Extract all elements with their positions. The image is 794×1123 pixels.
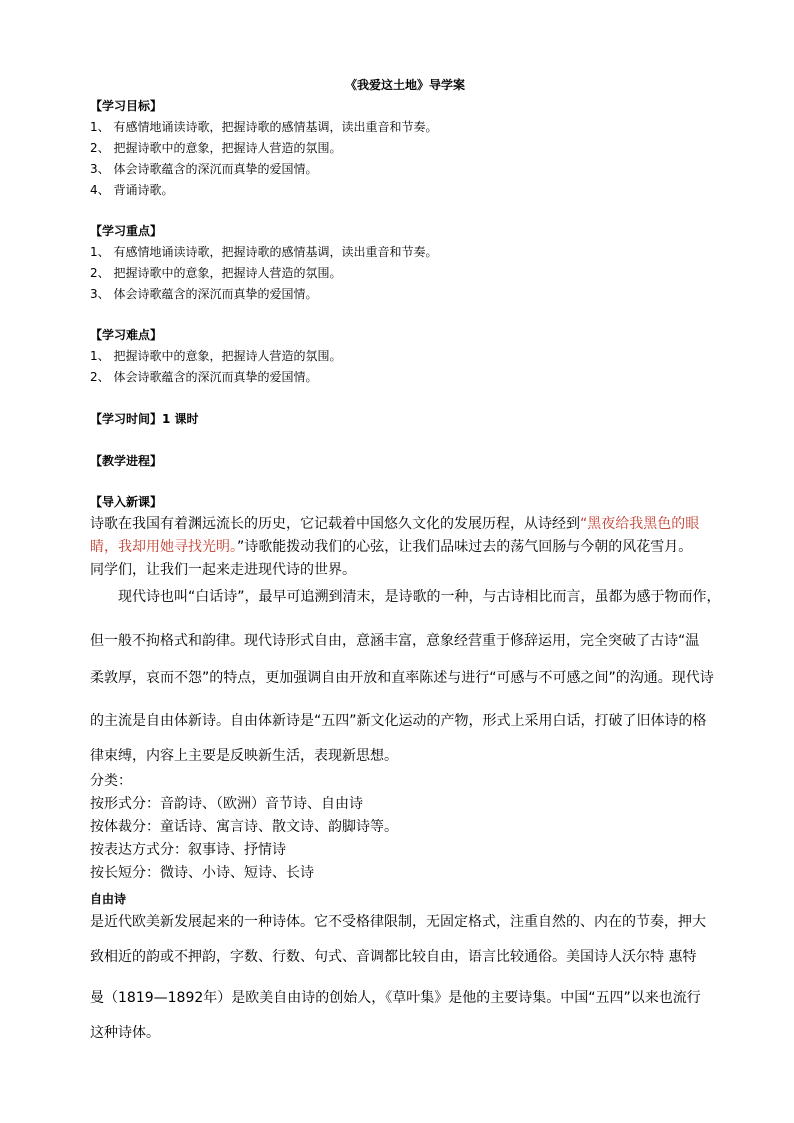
- classify-section: [90, 770, 720, 885]
- free-verse-heading: 自由诗: [90, 892, 127, 906]
- difficulty-item: 2、 体会诗歌蕴含的深沉而真挚的爱国情。: [90, 370, 318, 384]
- modern-line: 现代诗也叫“白话诗”，最早可追溯到清末，是诗歌的一种，与古诗相比而言，虽都为感于物而作，: [90, 589, 721, 605]
- free-verse-line: 是近代欧美新发展起来的一种诗体。它不受格律限制，无固定格式，注重自然的、内在的节奏，押大: [90, 914, 706, 930]
- intro-line: [90, 536, 720, 559]
- classify-item: 按形式分：音韵诗、（欧洲）音节诗、自由诗: [90, 796, 363, 812]
- intro-quote: “黑夜给我黑色的眼: [580, 516, 700, 532]
- modern-line: 律束缚，内容上主要是反映新生活，表现新思想。: [90, 748, 398, 764]
- objective-item: 1、 有感情地诵读诗歌，把握诗歌的感情基调，读出重音和节奏。: [90, 120, 438, 134]
- keypoint-item: 2、 把握诗歌中的意象，把握诗人营造的氛围。: [90, 266, 342, 280]
- classify-heading: 分类：: [90, 773, 132, 789]
- objective-item: 4、 背诵诗歌。: [90, 183, 174, 197]
- objectives-section: [90, 96, 720, 201]
- free-verse-line: 致相近的韵或不押韵，字数、行数、句式、音调都比较自由，语言比较通俗。美国诗人沃尔特 惠特: [90, 949, 697, 965]
- keypoints-section: [90, 221, 720, 305]
- classify-item: 按表达方式分：叙事诗、抒情诗: [90, 842, 286, 858]
- intro-text: 诗歌在我国有着渊远流长的历史，它记载着中国悠久文化的发展历程，从诗经到: [90, 516, 580, 532]
- objective-item: 2、 把握诗歌中的意象，把握诗人营造的氛围。: [90, 141, 342, 155]
- keypoint-item: 3、 体会诗歌蕴含的深沉而真挚的爱国情。: [90, 287, 318, 301]
- modern-line: 柔敦厚，哀而不怨”的特点，更加强调自由开放和直率陈述与进行“可感与不可感之间”的沟通。现代诗: [90, 670, 714, 686]
- classify-item: 按长短分：微诗、小诗、短诗、长诗: [90, 865, 314, 881]
- free-verse-line: 这种诗体。: [90, 1025, 160, 1041]
- keypoints-heading: 【学习重点】: [90, 224, 163, 238]
- intro-section: [90, 492, 720, 582]
- keypoint-item: 1、 有感情地诵读诗歌，把握诗歌的感情基调，读出重音和节奏。: [90, 245, 438, 259]
- modern-line: 但一般不拘格式和韵律。现代诗形式自由，意涵丰富，意象经营重于修辞运用，完全突破了古诗“温: [90, 633, 700, 649]
- modern-line: 的主流是自由体新诗。自由体新诗是“五四”新文化运动的产物，形式上采用白话，打破了旧体诗的格: [90, 713, 707, 729]
- intro-text: ”诗歌能拨动我们的心弦，让我们品味过去的荡气回肠与今朝的风花雪月。: [237, 539, 693, 555]
- difficulty-item: 1、 把握诗歌中的意象，把握诗人营造的氛围。: [90, 349, 342, 363]
- objectives-heading: 【学习目标】: [90, 99, 163, 113]
- process-heading: 【教学进程】: [90, 454, 163, 468]
- intro-heading: 【导入新课】: [90, 495, 163, 509]
- intro-line: [90, 513, 720, 536]
- page-title: 《我爱这土地》导学案: [344, 78, 465, 92]
- intro-line: 同学们，让我们一起来走进现代诗的世界。: [90, 562, 356, 578]
- difficulties-section: [90, 325, 720, 388]
- classify-item: 按体裁分：童话诗、寓言诗、散文诗、韵脚诗等。: [90, 819, 398, 835]
- objective-item: 3、 体会诗歌蕴含的深沉而真挚的爱国情。: [90, 162, 318, 176]
- intro-quote: 睛，我却用她寻找光明。: [90, 539, 237, 555]
- free-verse-line: 曼（1819—1892年）是欧美自由诗的创始人，《草叶集》是他的主要诗集。中国“五四”以来也流行: [90, 990, 701, 1006]
- difficulties-heading: 【学习难点】: [90, 328, 163, 342]
- time-heading: 【学习时间】1 课时: [90, 412, 199, 426]
